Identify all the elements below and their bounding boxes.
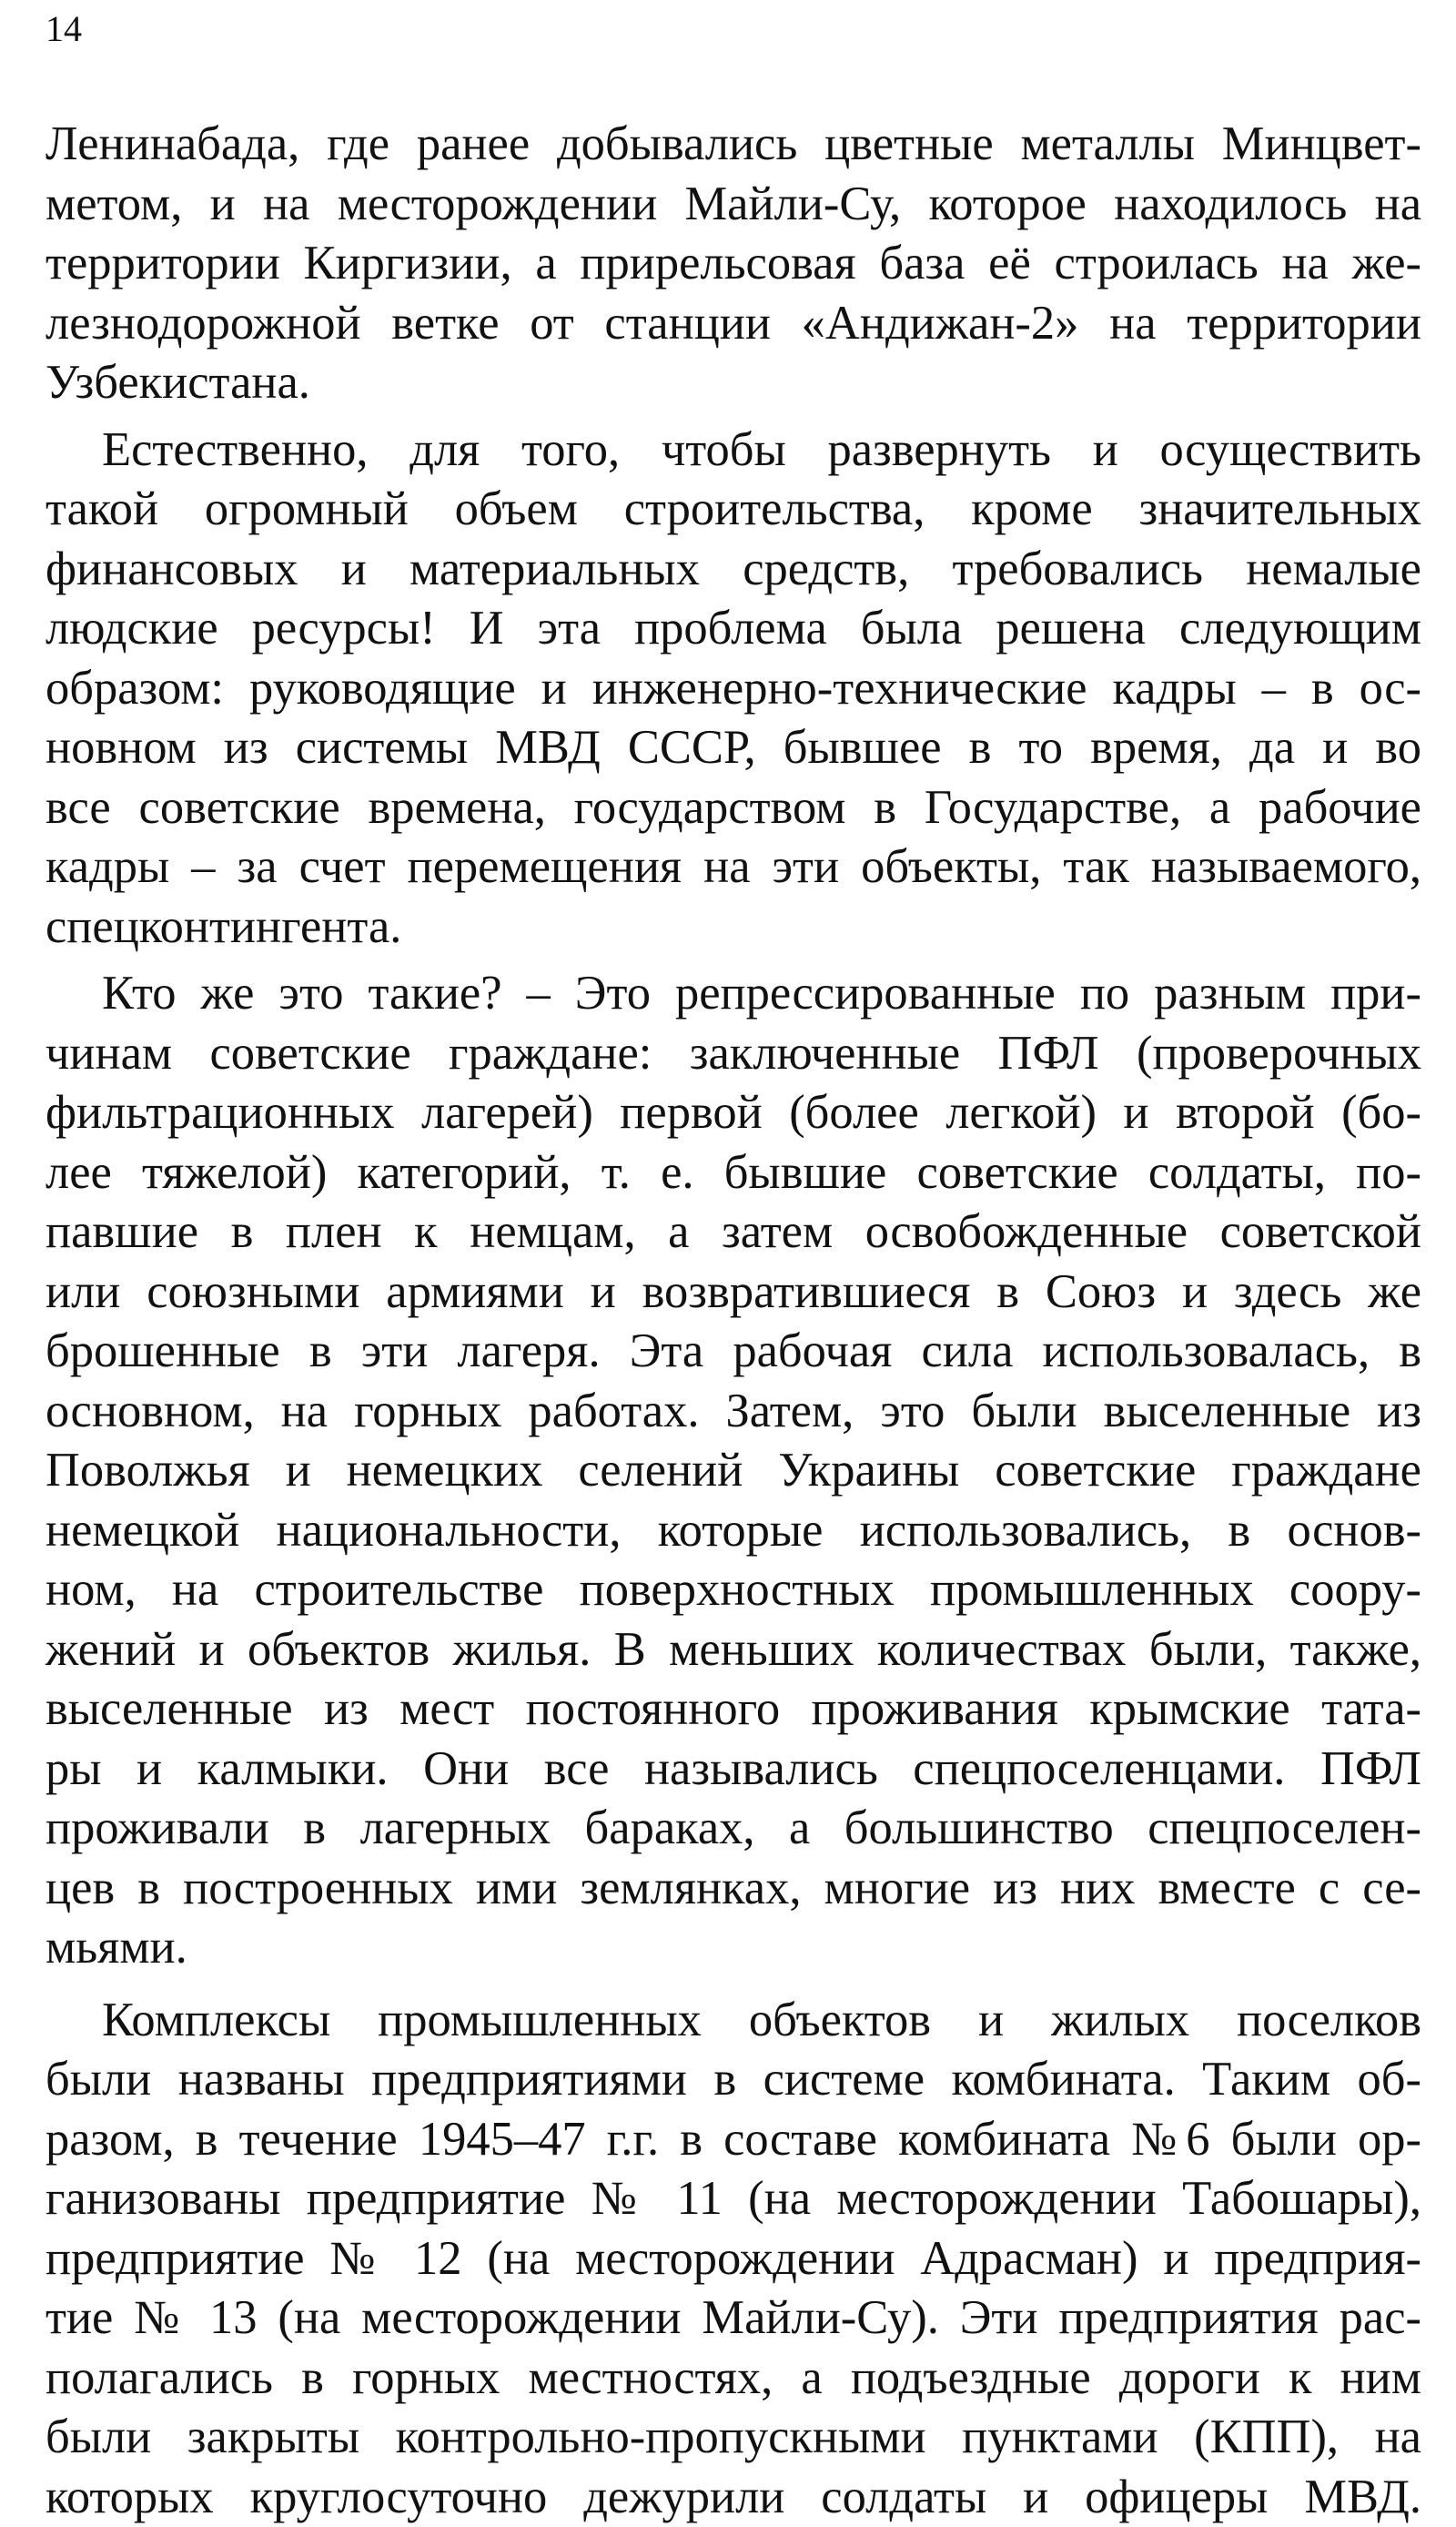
text-line: Ленинабада, где ранее добывались цветные металлы Минцвет- [46, 115, 1421, 175]
text-line: лее тяжелой) категорий, т. е. бывшие советские солдаты, по- [46, 1143, 1421, 1203]
text-line: спецконтингента. [46, 898, 1421, 958]
text-line: которых круглосуточно дежурили солдаты и офицеры МВД. [46, 2468, 1421, 2527]
text-line: Комплексы промышленных объектов и жилых поселков [46, 1991, 1421, 2051]
text-line: проживали в лагерных бараках, а большинство спецпоселен- [46, 1799, 1421, 1859]
text-line: новном из системы МВД СССР, бывшее в то время, да и во [46, 718, 1421, 778]
text-line: павшие в плен к немцам, а затем освобожденные советской [46, 1203, 1421, 1263]
text-line: все советские времена, государством в Государстве, а рабочие [46, 778, 1421, 838]
text-line: тие № 13 (на месторождении Майли-Су). Эти предприятия рас- [46, 2289, 1421, 2349]
text-line: ном, на строительстве поверхностных промышленных соору- [46, 1560, 1421, 1620]
text-line: финансовых и материальных средств, требовались немалые [46, 540, 1421, 600]
text-line: территории Киргизии, а прирельсовая база её строилась на же- [46, 234, 1421, 294]
text-line: были закрыты контрольно-пропускными пунктами (КПП), на [46, 2408, 1421, 2468]
text-line: метом, и на месторождении Майли-Су, которое находилось на [46, 175, 1421, 235]
text-line: полагались в горных местностях, а подъездные дороги к ним [46, 2349, 1421, 2409]
text-line: жений и объектов жилья. В меньших количествах были, также, [46, 1620, 1421, 1680]
paragraph-1 [46, 115, 1421, 413]
text-line: Узбекистана. [46, 353, 1421, 413]
text-line: такой огромный объем строительства, кроме значительных [46, 480, 1421, 540]
text-line: кадры – за счет перемещения на эти объекты, так называемого, [46, 837, 1421, 898]
text-line: или союзными армиями и возвратившиеся в Союз и здесь же [46, 1263, 1421, 1323]
text-line: людские ресурсы! И эта проблема была решена следующим [46, 599, 1421, 659]
text-line: основном, на горных работах. Затем, это были выселенные из [46, 1382, 1421, 1442]
text-line: немецкой национальности, которые использовались, в основ- [46, 1501, 1421, 1561]
text-line: ры и калмыки. Они все назывались спецпоселенцами. ПФЛ [46, 1740, 1421, 1800]
paragraph-3 [46, 964, 1421, 1978]
text-line: Кто же это такие? – Это репрессированные по разным при- [46, 964, 1421, 1024]
text-line: предприятие № 12 (на месторождении Адрасман) и предприя- [46, 2229, 1421, 2289]
text-line: ганизованы предприятие № 11 (на месторождении Табошары), [46, 2169, 1421, 2229]
text-line: цев в построенных ими землянках, многие из них вместе с се- [46, 1859, 1421, 1919]
page-body-text [46, 115, 1421, 2527]
text-line: Естественно, для того, чтобы развернуть и осуществить [46, 421, 1421, 481]
text-line: разом, в течение 1945–47 г.г. в составе комбината №6 были ор- [46, 2110, 1421, 2170]
text-line: мьями. [46, 1918, 1421, 1978]
text-line: выселенные из мест постоянного проживания крымские тата- [46, 1680, 1421, 1740]
text-line: были названы предприятиями в системе комбината. Таким об- [46, 2050, 1421, 2110]
paragraph-4 [46, 1991, 1421, 2527]
paragraph-2 [46, 421, 1421, 958]
text-line: брошенные в эти лагеря. Эта рабочая сила использовалась, в [46, 1322, 1421, 1382]
text-line: чинам советские граждане: заключенные ПФЛ (проверочных [46, 1024, 1421, 1084]
text-line: лезнодорожной ветке от станции «Андижан-2» на территории [46, 294, 1421, 354]
text-line: фильтрационных лагерей) первой (более легкой) и второй (бо- [46, 1083, 1421, 1143]
text-line: Поволжья и немецких селений Украины советские граждане [46, 1441, 1421, 1501]
page-number: 14 [46, 7, 82, 51]
text-line: образом: руководящие и инженерно-технические кадры – в ос- [46, 659, 1421, 719]
